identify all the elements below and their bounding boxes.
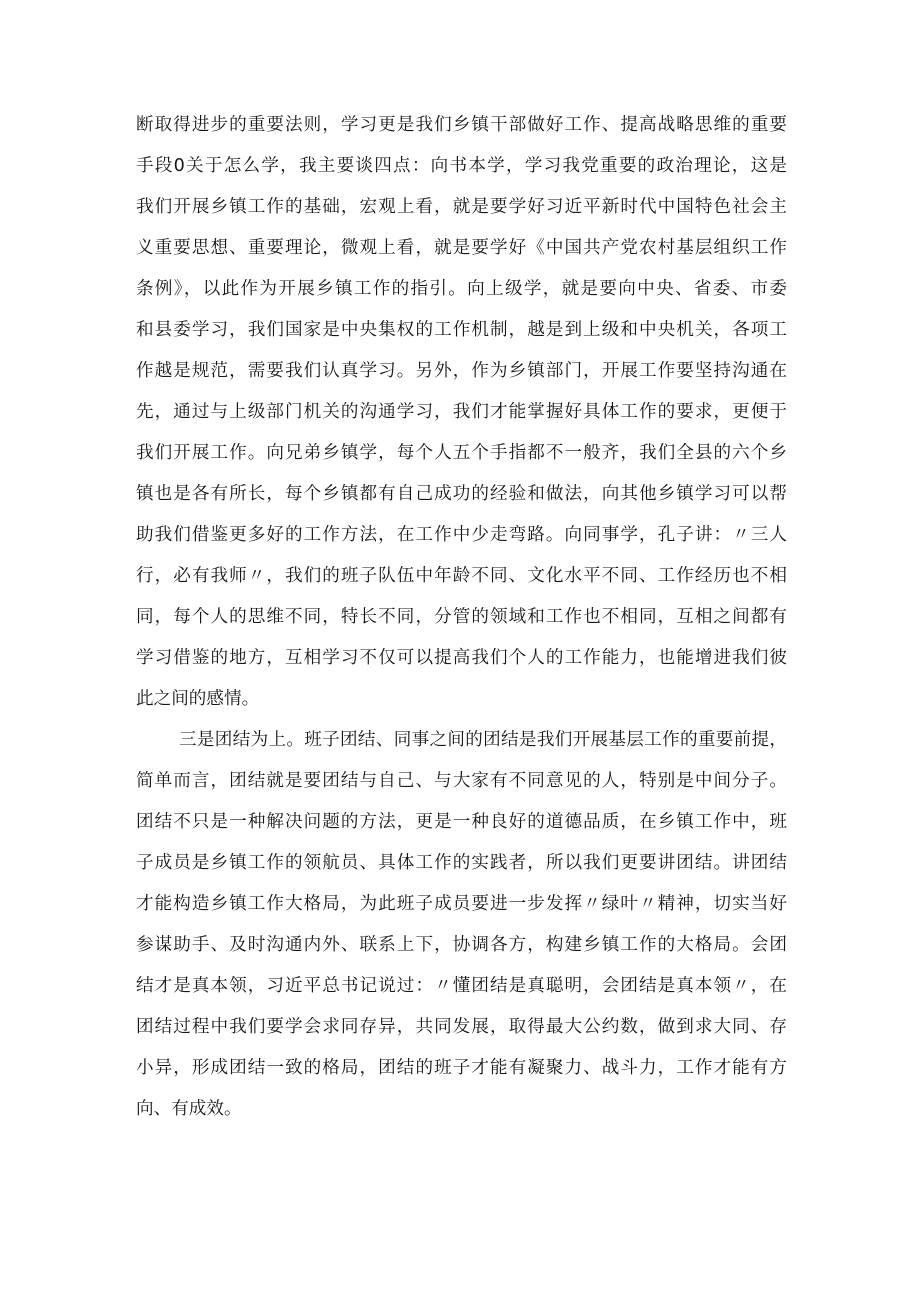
text-line: 此之间的感情。 — [136, 689, 260, 709]
text-line: 参谋助手、及时沟通内外、联系上下，协调各方，构建乡镇工作的大格局。会团 — [136, 935, 787, 955]
text-line: 行，必有我师〃，我们的班子队伍中年龄不同、文化水平不同、工作经历也不相 — [136, 566, 787, 586]
text-line: 先，通过与上级部门机关的沟通学习，我们才能掌握好具体工作的要求，更便于 — [136, 402, 787, 422]
text-line: 小异，形成团结一致的格局，团结的班子才能有凝聚力、战斗力，工作才能有方 — [136, 1058, 787, 1078]
text-line: 作越是规范，需要我们认真学习。另外，作为乡镇部门，开展工作要坚持沟通在 — [136, 361, 787, 381]
text-line: 简单而言，团结就是要团结与自己、与大家有不同意见的人，特别是中间分子。 — [136, 771, 787, 791]
text-line: 团结过程中我们要学会求同存异，共同发展，取得最大公约数，做到求大同、存 — [136, 1017, 787, 1037]
text-line: 义重要思想、重要理论，微观上看，就是要学好《中国共产党农村基层组织工作 — [136, 238, 787, 258]
text-line: 同，每个人的思维不同，特长不同，分管的领域和工作也不相同，互相之间都有 — [136, 607, 787, 627]
text-line: 断取得进步的重要法则，学习更是我们乡镇干部做好工作、提高战略思维的重要 — [136, 115, 787, 135]
text-line: 手段0关于怎么学，我主要谈四点：向书本学，学习我党重要的政治理论，这是 — [136, 156, 787, 176]
text-line: 学习借鉴的地方，互相学习不仅可以提高我们个人的工作能力，也能增进我们彼 — [136, 648, 787, 668]
text-line: 和县委学习，我们国家是中央集权的工作机制，越是到上级和中央机关，各项工 — [136, 320, 787, 340]
text-line: 我们开展乡镇工作的基础，宏观上看，就是要学好习近平新时代中国特色社会主 — [136, 197, 787, 217]
text-line: 三是团结为上。班子团结、同事之间的团结是我们开展基层工作的重要前提， — [179, 730, 787, 750]
text-line: 助我们借鉴更多好的工作方法，在工作中少走弯路。向同事学，孔子讲：〃三人 — [136, 525, 787, 545]
text-line: 才能构造乡镇工作大格局，为此班子成员要进一步发挥〃绿叶〃精神，切实当好 — [136, 894, 787, 914]
text-line: 团结不只是一种解决问题的方法，更是一种良好的道德品质，在乡镇工作中，班 — [136, 812, 787, 832]
text-line: 结才是真本领，习近平总书记说过：〃懂团结是真聪明，会团结是真本领〃，在 — [136, 976, 787, 996]
text-line: 镇也是各有所长，每个乡镇都有自己成功的经验和做法，向其他乡镇学习可以帮 — [136, 484, 787, 504]
text-line: 我们开展工作。向兄弟乡镇学，每个人五个手指都不一般齐，我们全县的六个乡 — [136, 443, 787, 463]
text-line: 条例》，以此作为开展乡镇工作的指引。向上级学，就是要向中央、省委、市委 — [136, 279, 787, 299]
text-line: 向、有成效。 — [136, 1099, 242, 1119]
text-line: 子成员是乡镇工作的领航员、具体工作的实践者，所以我们更要讲团结。讲团结 — [136, 853, 787, 873]
